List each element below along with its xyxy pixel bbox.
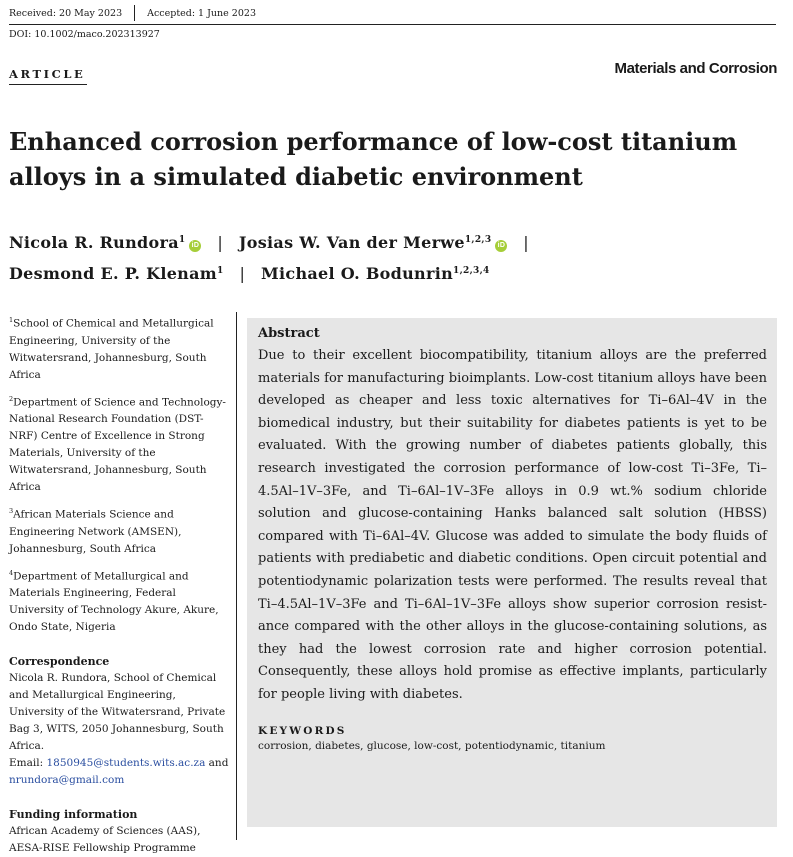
title-line-1: Enhanced corrosion performance of low-cost titanium <box>9 127 738 156</box>
article-type-label: ARTICLE <box>9 67 86 81</box>
publication-dates <box>9 5 256 21</box>
doi[interactable]: DOI: 10.1002/maco.202313927 <box>9 29 160 40</box>
affiliation-text: Department of Metallurgical and Materials Engineering, Federal University of Technology Akure, Akure, Ondo State, Nigeria <box>9 570 219 633</box>
paper-title <box>9 124 769 194</box>
accepted-date: Accepted: 1 June 2023 <box>147 7 256 19</box>
correspondence-address: Nicola R. Rundora, School of Chemical and Metallurgical Engineering, University of the Witwatersrand, Private Bag 3, WITS, 2050 Johannesburg, South Africa. <box>9 672 226 752</box>
author-affiliation-sup: 1 <box>217 266 224 276</box>
journal-name: Materials and Corrosion <box>614 60 777 77</box>
author-list <box>9 226 779 288</box>
author-name: Michael O. Bodunrin <box>261 264 454 283</box>
column-divider <box>236 312 237 840</box>
affiliation-number: 2 <box>9 394 14 403</box>
header-rule <box>9 24 776 25</box>
orcid-icon[interactable]: iD <box>495 240 507 252</box>
email-link[interactable]: nrundora@gmail.com <box>9 774 125 786</box>
keywords-heading: KEYWORDS <box>258 724 347 737</box>
affiliation-text: Department of Science and Technology-National Research Foundation (DST-NRF) Centre of Excellence in Strong Materials, University of the Witwatersrand, Johannesburg, South Africa <box>9 396 226 493</box>
date-separator <box>134 5 135 21</box>
author-affiliation-sup: 1,2,3 <box>464 235 492 245</box>
funding-heading: Funding information <box>9 808 138 821</box>
author-name: Josias W. Van der Merwe <box>238 233 465 252</box>
title-line-2: alloys in a simulated diabetic environment <box>9 162 583 191</box>
affiliation <box>9 503 231 558</box>
author-separator: | <box>523 233 529 252</box>
affiliation <box>9 391 231 497</box>
author-affiliation-sup: 1 <box>178 235 186 245</box>
affiliation-text: African Materials Science and Engineering Network (AMSEN), Johannesburg, South Africa <box>9 508 182 555</box>
funding-line: African Academy of Sciences (AAS), <box>9 825 201 837</box>
abstract-heading: Abstract <box>258 326 320 341</box>
affiliation <box>9 312 231 384</box>
correspondence-heading: Correspondence <box>9 655 110 668</box>
article-label-rule <box>9 84 87 85</box>
author-name: Nicola R. Rundora <box>9 233 179 252</box>
abstract-box <box>247 318 777 827</box>
email-link[interactable]: 1850945@students.wits.ac.za <box>46 757 206 769</box>
left-column <box>9 312 231 857</box>
author-separator: | <box>217 233 224 252</box>
keywords-list: corrosion, diabetes, glucose, low-cost, potentiodynamic, titanium <box>258 739 606 752</box>
received-date: Received: 20 May 2023 <box>9 7 123 19</box>
correspondence-email <box>9 755 231 789</box>
email-label: Email: <box>9 757 44 769</box>
author-name: Desmond E. P. Klenam <box>9 264 218 283</box>
affiliation-number: 3 <box>9 507 14 515</box>
author-separator: | <box>239 264 246 283</box>
abstract-text: Due to their excellent biocompatibility, titanium alloys are the preferred materials for manufacturing bioimplants. Low-cost titanium alloys have been developed as cheaper and less toxic alternatives for Ti–6Al–4V in the biomedical industry, but their suitability for diabetes patients is yet to be evaluated. With the growing number of diabetes patients globally, this research investigated the corrosion performance of low-cost Ti–3Fe, Ti–4.5Al–1V–3Fe, and Ti–6Al–1V–3Fe alloys in 0.9 wt.% sodium chloride solution and glucose-containing Hanks balanced salt solution (HBSS) compared with Ti–6Al–4V. Glucose was added to simulate the body fluids of patients with prediabetic and diabetic conditions. Open circuit potential and potentiodynamic polarization tests were performed. The results reveal that Ti–4.5Al–1V–3Fe and Ti–6Al–1V–3Fe alloys show superior corrosion resistance compared with the other alloys in the glucose-containing solutions, as they had the lowest corrosion rate and higher corrosion potential. Consequently, these alloys hold promise as effective implants, particularly for people living with diabetes. <box>258 348 767 702</box>
orcid-icon[interactable]: iD <box>189 240 201 252</box>
email-and: and <box>208 757 229 769</box>
affiliation-text: School of Chemical and Metallurgical Engineering, University of the Witwatersrand, Johannesburg, South Africa <box>9 317 214 381</box>
author-affiliation-sup: 1,2,3,4 <box>453 266 490 276</box>
affiliation-number: 1 <box>9 316 14 324</box>
affiliation-number: 4 <box>9 568 14 577</box>
funding-line: AESA-RISE Fellowship Programme <box>9 842 196 854</box>
affiliation <box>9 565 231 637</box>
